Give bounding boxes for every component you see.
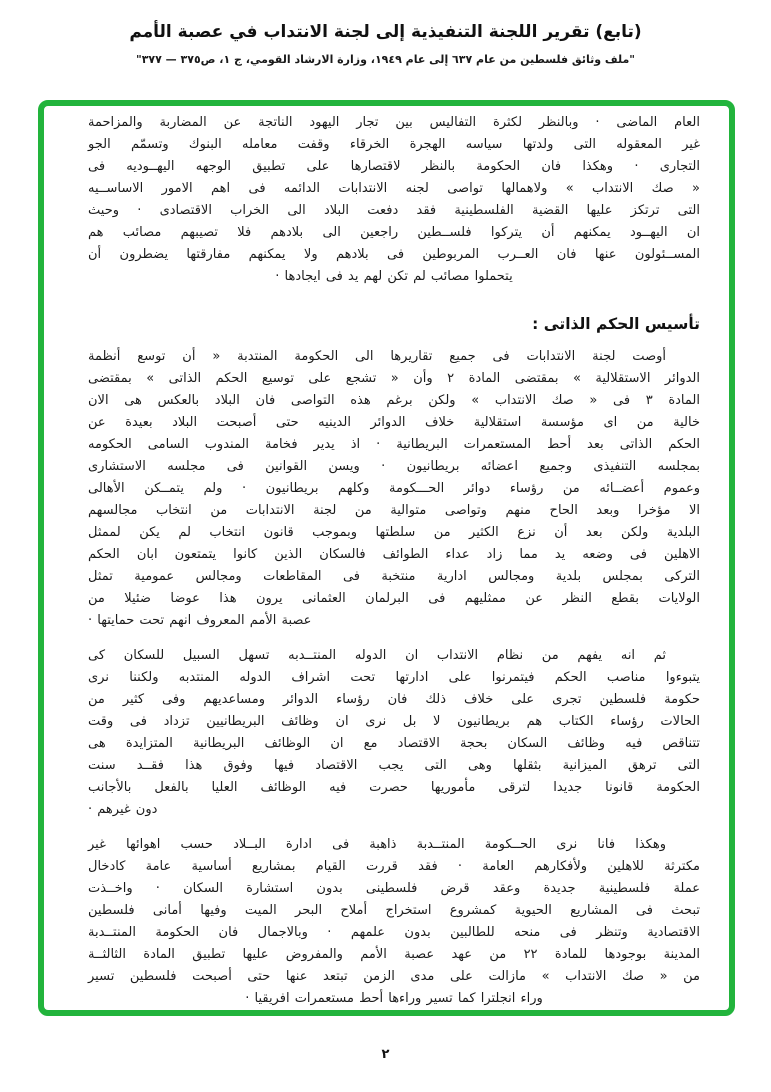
text-line: الدوائر الاستقلالية » بمقتضى المادة ٢ وأن « تشجع على توسيع الحكم الذاتى » بمقتضى bbox=[88, 371, 700, 386]
paragraph bbox=[88, 645, 700, 821]
text-line: مكترثة للاهلين ولأفكارهم العامة · فقد قررت القيام بمشاريع أساسية عامة كادخال bbox=[88, 859, 700, 874]
text-line: عصبة الأمم المعروف انهم تحت حمايتها · bbox=[88, 613, 312, 628]
text-line: الا مؤخرا وبعد الحاح منهم وتواصى متوالية من لجنة الانتدابات من انتخاب مجالسهم bbox=[88, 503, 700, 518]
text-line: يتبوءوا مناصب الحكم فيتمرنوا على ادارتها تحت اشراف الدوله المنتدبه ولكننا نرى bbox=[88, 670, 700, 685]
text-line: المســئولون عنها فان العــرب المربوطين فى بلادهم ولا يمكنهم مفارقتها يضطرون أن bbox=[88, 247, 700, 262]
text-line: غير المعقوله التى ولدتها سياسه الهجرة الخرقاء وقفت معامله البنوك وتسمّم الجو bbox=[88, 137, 700, 152]
text-line: التجارى · وهكذا فان الحكومة بالنظر لاقتصارها على تطبيق الوجهه اليهــوديه فى bbox=[88, 159, 700, 174]
document-source-citation: "ملف وثائق فلسطين من عام ٦٣٧ إلى عام ١٩٤٩، وزارة الارشاد القومي، ج ١، ص٣٧٥ — ٣٧٧" bbox=[135, 53, 636, 66]
text-line: من « صك الانتداب » مازالت على مدى الزمن تبتعد عنها حتى أصبحت فلسطين تسير bbox=[88, 969, 700, 984]
paragraph-gap bbox=[88, 632, 700, 645]
paragraph-gap bbox=[88, 821, 700, 834]
document-header bbox=[0, 22, 771, 66]
text-line: الحالات رؤساء الكتاب هم بريطانيون لا بل نرى ان وظائف البريطانيين تزداد فى وقت bbox=[88, 714, 700, 729]
text-line: الاقتصادية وتنظر فى منحه للطالبين بدون علمهم · وبالاجمال فان الحكومة المنتــدبة bbox=[88, 925, 700, 940]
text-line: المادة ٣ فى « صك الانتداب » ولكن برغم هذه التواصى فان البلاد بالعكس هى الان bbox=[88, 393, 700, 408]
paragraph bbox=[88, 834, 700, 1010]
text-line: بمجلسه التنفيذى وجميع اعضائه بريطانيون · ويسن القوانين فى مجلسه الاستشارى bbox=[88, 459, 700, 474]
text-line: دون غيرهم · bbox=[88, 802, 158, 817]
document-title: (تابع) تقرير اللجنة التنفيذية إلى لجنة الانتداب في عصبة الأمم bbox=[129, 22, 642, 42]
text-line: التركى بمجلس بلدية ومجالس ادارية منتخبة فى المقاطعات ومجالس عمومية تمثل bbox=[88, 569, 700, 584]
page-number: ٢ bbox=[381, 1047, 390, 1062]
text-line: ثم انه يفهم من نظام الانتداب ان الدوله المنتــدبه تسهل السبيل للسكان كى bbox=[88, 648, 666, 663]
paragraph bbox=[88, 346, 700, 632]
content-frame bbox=[38, 100, 735, 1016]
text-line: التى ترتكز عليها القضية الفلسطينية فقد دفعت البلاد الى الخراب الاقتصادى · وحيث bbox=[88, 203, 700, 218]
paragraph bbox=[88, 112, 700, 288]
text-line: الحكومة قانونا جديدا لترقى مأموريها حصرت فيه الوظائف العليا بالفعل بالأجانب bbox=[88, 780, 700, 795]
text-line: وعموم أعضــائه من رؤساء دوائر الحـــكومة وكلهم بريطانيون · ولم يتمــكن الأهالى bbox=[88, 481, 700, 496]
text-line: « صك الانتداب » ولاهمالها تواصى لجنه الانتدابات الدائمه فى اهم الامور الاساســيه bbox=[88, 181, 700, 196]
text-line: الحكم الذاتى بعد أحط المستعمرات البريطانية · اذ يدير فخامة المندوب السامى الحكومه bbox=[88, 437, 700, 452]
text-line: تتناقص فيه وظائف السكان بحجة الاقتصاد مع ان الوظائف البريطانية المتزايدة هى bbox=[88, 736, 700, 751]
text-line: عملة فلسطينية جديدة وعقد قرض فلسطينى بدون استشارة السكان · واخــذت bbox=[88, 881, 700, 896]
text-line: البلدية ولكن بعد أن نزع الكثير من سلطتها وبموجب قانون انتخاب لم يكن لممثل bbox=[88, 525, 700, 540]
text-line: التى ترهق الميزانية بثقلها وهى التى يجب الاقتصاد فيها وفوق هذا فقــد سنت bbox=[88, 758, 700, 773]
section-heading: تأسيس الحكم الذاتى : bbox=[532, 315, 700, 333]
document-footer bbox=[0, 1043, 771, 1062]
text-line: أوصت لجنة الانتدابات فى جميع تقاريرها الى الحكومة المنتدبة « أن توسع أنظمة bbox=[88, 349, 666, 364]
text-line: المدينة بوجودها للمادة ٢٢ من عهد عصبة الأمم والمفروض عليها تطبيق المادة الثالثــة bbox=[88, 947, 700, 962]
text-line: ان اليهــود يمكنهم أن يتركوا فلســطين راجعين الى بلادهم فلا تصيبهم مصائب هم bbox=[88, 225, 700, 240]
text-line: يتحملوا مصائب لم تكن لهم يد فى ايجادها · bbox=[275, 269, 513, 284]
text-line: حكومة فلسطين تجرى على خلاف ذلك فان رؤساء الدوائر ومساعديهم وفى كثير من bbox=[88, 692, 700, 707]
text-line: الاهلين فى وضعه يد مما زاد عداء الطوائف فالسكان الذين كانوا يتمتعون ابان الحكم bbox=[88, 547, 700, 562]
text-line: تبحث فى المشاريع الحيوية كمشروع استخراج أملاح البحر الميت وفيها أمانى فلسطين bbox=[88, 903, 700, 918]
text-line: وهكذا فانا نرى الحــكومة المنتــدبة ذاهبة فى ادارة البــلاد حسب اهوائها غير bbox=[88, 837, 666, 852]
text-line: خالية من اى مؤسسة استقلالية خلاف الدوائر الدينيه حتى أصبحت البلاد بعيدة عن bbox=[88, 415, 700, 430]
text-line: العام الماضى · وبالنظر لكثرة التفاليس بين تجار اليهود الناتجة عن المضاربة والمزاحمة bbox=[88, 115, 700, 130]
text-line: الولايات بقطع النظر عن ممثليهم فى البرلمان العثمانى يرون هذا عوضا ضئيلا من bbox=[88, 591, 700, 606]
text-line: وراء انجلترا كما تسير وراءها أحط مستعمرات افريقيا · bbox=[245, 991, 543, 1006]
